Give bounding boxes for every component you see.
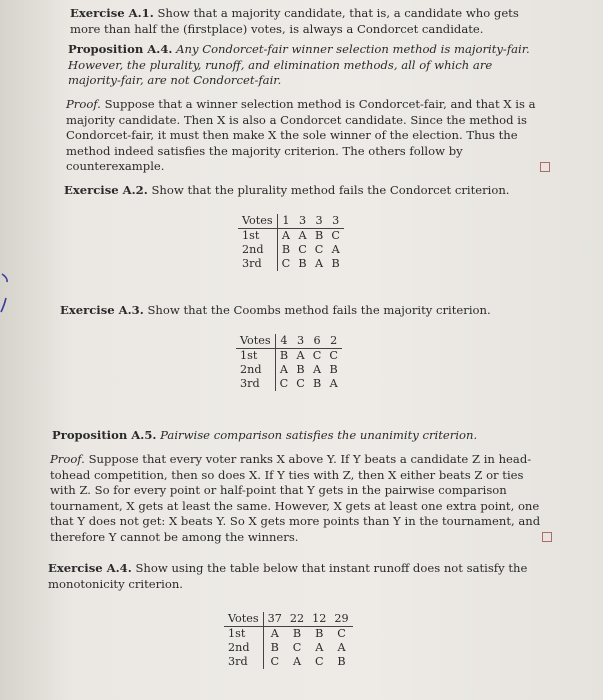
table-cell: A xyxy=(313,363,322,376)
exercise-a3 xyxy=(60,303,550,319)
exercise-a3-text: Show that the Coombs method fails the majority criterion. xyxy=(147,303,491,317)
qed-box-icon xyxy=(540,162,550,172)
exercise-a1-label: Exercise A.1. xyxy=(70,6,154,20)
table-cell: A xyxy=(315,257,324,270)
row-label-cell: 2nd xyxy=(238,243,277,257)
table-cell: 3 xyxy=(327,214,344,229)
table-cell: B xyxy=(315,627,324,640)
table-cell: A xyxy=(331,243,340,256)
table-cell: A xyxy=(337,641,346,654)
exercise-a4-text: Show using the table below that instant runoff does not satisfy the monotonicity criterion. xyxy=(48,561,528,591)
table-cell: A xyxy=(329,377,338,390)
row-label-cell: 3rd xyxy=(238,257,277,271)
row-label-cell: 1st xyxy=(236,349,275,364)
proposition-a4-label: Proposition A.4. xyxy=(68,42,173,56)
row-label-cell: 2nd xyxy=(236,363,275,377)
table-cell: A xyxy=(270,627,279,640)
table-cell: C xyxy=(329,349,338,362)
table-header-row xyxy=(224,612,353,627)
table-cell: B xyxy=(279,349,289,362)
table-cell: B xyxy=(331,257,340,270)
proposition-a5-text: Pairwise comparison satisfies the unanimity criterion. xyxy=(160,428,478,442)
table-cell: 29 xyxy=(330,612,352,627)
table-cell: C xyxy=(296,377,305,390)
table-cell: 1 xyxy=(277,214,294,229)
exercise-a4 xyxy=(48,561,554,592)
table-row xyxy=(224,627,353,642)
exercise-a1 xyxy=(70,6,548,37)
table-cell: C xyxy=(270,655,280,668)
row-label-cell: 1st xyxy=(238,229,277,244)
proof-2-label: Proof. xyxy=(50,452,85,466)
table-cell: B xyxy=(281,243,291,256)
table-cell: C xyxy=(298,243,307,256)
table-cell: C xyxy=(292,641,302,654)
qed-box-icon-2 xyxy=(542,532,552,542)
table-row xyxy=(238,257,344,271)
table-cell: B xyxy=(312,377,322,390)
table-cell: B xyxy=(270,641,279,654)
proof-2 xyxy=(50,452,552,545)
table-row xyxy=(236,349,342,364)
table-cell: 3 xyxy=(311,214,328,229)
table-row xyxy=(238,229,344,244)
votes-table-3 xyxy=(224,612,353,669)
table-cell: A xyxy=(281,229,290,242)
exercise-a1-text: Show that a majority candidate, that is, a candidate who gets more than half the (firstplace) votes, is always a Condorcet candidate. xyxy=(70,6,519,36)
proof-1-label: Proof. xyxy=(66,97,101,111)
proof-2-text: Suppose that every voter ranks X above Y. If Y beats a candidate Z in head-tohead competition, then so does X. If Y ties with Z, then X either beats Z or ties with Z. So for every point or half-point that Y gets in the pairwise comparison tournament, X gets at least the same. However, X gets at least one extra point, one that Y does not get: X beats Y. So X gets more points than Y in the tournament, and therefore Y cannot be among the winners. xyxy=(50,452,541,544)
proposition-a5-label: Proposition A.5. xyxy=(52,428,157,442)
table-cell: A xyxy=(279,363,288,376)
table-cell: B xyxy=(314,229,324,242)
table-row xyxy=(224,655,353,669)
table-cell: C xyxy=(279,377,289,390)
table-cell: 3 xyxy=(294,214,311,229)
proof-1 xyxy=(66,97,550,175)
proposition-a4-text: Any Condorcet-fair winner selection method is majority-fair. However, the plurality, runoff, and elimination methods, all of which are majority-fair, are not Condorcet-fair. xyxy=(68,42,530,87)
table-row xyxy=(236,363,342,377)
table-cell: 4 xyxy=(275,334,292,349)
table-cell: C xyxy=(314,243,324,256)
table-cell: 2 xyxy=(325,334,342,349)
table-cell: C xyxy=(331,229,340,242)
row-label-cell: 3rd xyxy=(236,377,275,391)
table-row xyxy=(236,377,342,391)
table-cell: 3 xyxy=(292,334,309,349)
table-row xyxy=(224,641,353,655)
votes-table-2 xyxy=(236,334,342,391)
table-cell: B xyxy=(296,363,305,376)
table-cell: C xyxy=(337,627,346,640)
row-label-cell: 2nd xyxy=(224,641,263,655)
table-cell: 12 xyxy=(308,612,330,627)
pen-mark-icon xyxy=(0,272,10,314)
votes-table-1 xyxy=(238,214,344,271)
exercise-a2-text: Show that the plurality method fails the Condorcet criterion. xyxy=(151,183,510,197)
table-row xyxy=(238,243,344,257)
row-label-cell: Votes xyxy=(224,612,263,627)
table-cell: 6 xyxy=(309,334,326,349)
table-cell: 22 xyxy=(286,612,308,627)
table-cell: A xyxy=(292,655,302,668)
table-cell: C xyxy=(315,655,324,668)
table-cell: 37 xyxy=(263,612,286,627)
row-label-cell: Votes xyxy=(236,334,275,349)
table-cell: C xyxy=(281,257,291,270)
exercise-a4-label: Exercise A.4. xyxy=(48,561,132,575)
table-header-row xyxy=(236,334,342,349)
table-cell: A xyxy=(315,641,324,654)
exercise-a2-label: Exercise A.2. xyxy=(64,183,148,197)
row-label-cell: Votes xyxy=(238,214,277,229)
proof-1-text: Suppose that a winner selection method is Condorcet-fair, and that X is a majority candidate. Then X is also a Condorcet candidate. Since the method is Condorcet-fair, it must then make X the sole winner of the election. Thus the method indeed satisfies the majority criterion. The others follow by counterexample. xyxy=(66,97,536,173)
proposition-a5 xyxy=(52,428,552,444)
exercise-a2 xyxy=(64,183,550,199)
table-cell: A xyxy=(298,229,307,242)
table-cell: B xyxy=(292,627,302,640)
table-cell: B xyxy=(329,363,338,376)
table-header-row xyxy=(238,214,344,229)
table-cell: A xyxy=(296,349,305,362)
table-cell: B xyxy=(337,655,346,668)
proposition-a4 xyxy=(68,42,548,89)
exercise-a3-label: Exercise A.3. xyxy=(60,303,144,317)
table-cell: B xyxy=(298,257,307,270)
table-cell: C xyxy=(312,349,322,362)
row-label-cell: 3rd xyxy=(224,655,263,669)
row-label-cell: 1st xyxy=(224,627,263,642)
